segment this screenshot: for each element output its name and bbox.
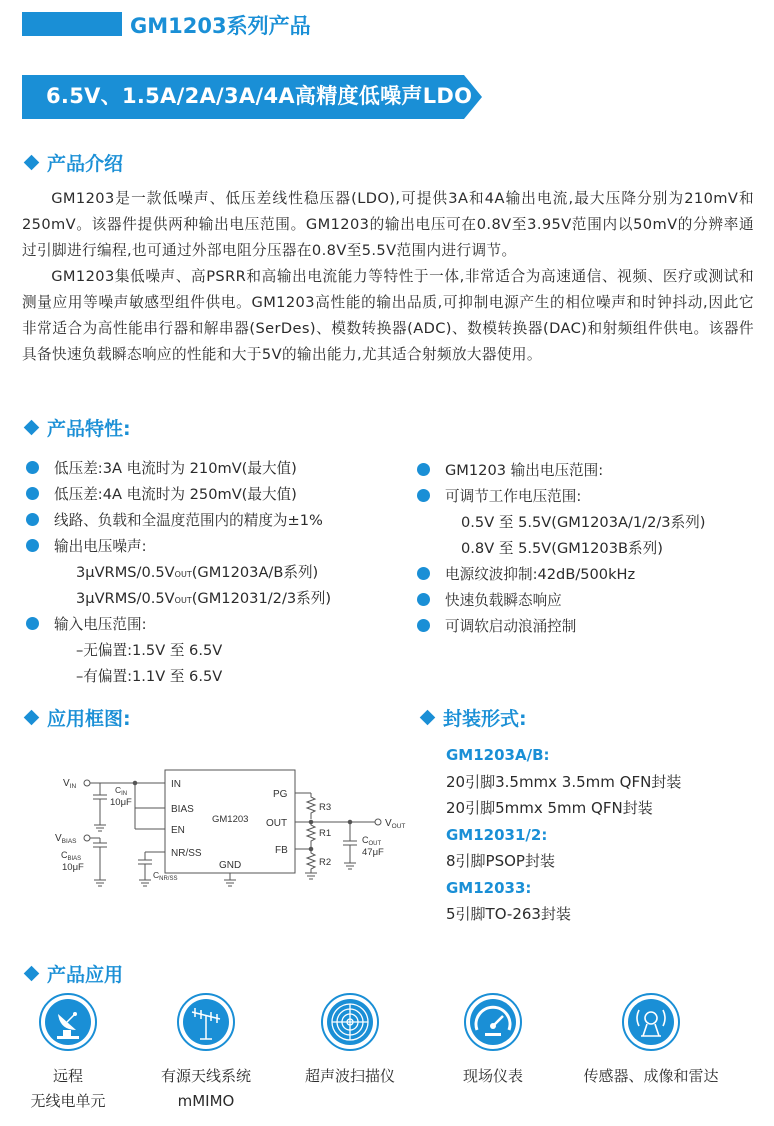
cin-label: $C_{IN}$	[115, 785, 128, 797]
cin-value: 10μF	[110, 797, 132, 808]
intro-paragraph-1: GM1203是一款低噪声、低压差线性稳压器(LDO),可提供3A和4A输出电流,最大压降分别为210mV和250mV。该器件提供两种输出电压范围。GM1203的输出电压可在0.8V至3.95V范围内以50mV的分辨率通过引脚进行编程,也可通过外部电阻分压器在0.8V至5.5V范围内进行调节。	[22, 190, 754, 259]
pin-out: OUT	[266, 818, 288, 829]
feature-subtext: –有偏置:1.1V 至 6.5V	[76, 667, 223, 685]
pin-nrss: NR/SS	[171, 848, 202, 859]
feature-item	[417, 586, 705, 612]
pin-pg: PG	[273, 789, 288, 800]
cbias-label: $C_{BIAS}$	[61, 850, 82, 862]
intro-paragraph-2: GM1203集低噪声、高PSRR和高输出电流能力等特性于一体,非常适合为高速通信、视频、医疗或测试和测量应用等噪声敏感型组件供电。GM1203高性能的输出品质,可抑制电源产生的相位噪声和时钟抖动,因此它非常适合为高性能串行器和解串器(SerDes)、模数转换器(ADC)、数模转换器(DAC)和射频组件供电。该器件具备快速负载瞬态响应的性能和大于5V的输出能力,尤其适合射频放大器使用。	[22, 268, 754, 363]
features-heading-text: 产品特性:	[47, 418, 131, 440]
package-item: 5引脚TO-263封装	[446, 905, 571, 923]
diamond-bullet-icon	[24, 420, 40, 436]
bullet-dot-icon	[417, 567, 430, 580]
diamond-bullet-icon	[24, 155, 40, 171]
package-item: 8引脚PSOP封装	[446, 852, 555, 870]
feature-subtext: 0.8V 至 5.5V(GM1203B系列)	[461, 539, 663, 557]
diamond-bullet-icon	[420, 710, 436, 726]
feature-text: 输入电压范围:	[54, 615, 147, 633]
r3-label: R3	[319, 802, 332, 813]
feature-item	[417, 560, 705, 586]
block-diagram-heading-text: 应用框图:	[47, 708, 131, 730]
gauge-icon	[463, 992, 523, 1052]
application-label: 现场仪表	[462, 1067, 523, 1085]
features-heading	[22, 414, 131, 441]
block-diagram-heading	[22, 704, 131, 731]
feature-text: 电源纹波抑制:42dB/500kHz	[445, 565, 636, 583]
noise-subscript: OUT	[174, 569, 192, 579]
bullet-dot-icon	[417, 593, 430, 606]
noise-subscript: OUT	[174, 595, 192, 605]
feature-text: 可调软启动浪涌控制	[445, 617, 577, 635]
diamond-bullet-icon	[24, 966, 40, 982]
application-circuit-diagram	[55, 755, 425, 900]
feature-item	[26, 480, 331, 506]
antenna-icon	[176, 992, 236, 1052]
feature-text: 线路、负载和全温度范围内的精度为±1%	[54, 511, 323, 529]
satellite-dish-icon	[38, 992, 98, 1052]
cbias-value: 10μF	[62, 862, 84, 873]
header-accent-bar	[22, 12, 122, 36]
feature-subtext: –无偏置:1.5V 至 6.5V	[76, 641, 223, 659]
application-label: 有源天线系统 mMIMO	[160, 1067, 251, 1110]
bullet-dot-icon	[26, 513, 39, 526]
bullet-dot-icon	[26, 487, 39, 500]
bullet-dot-icon	[26, 617, 39, 630]
application-item	[146, 992, 266, 1114]
feature-item	[26, 610, 331, 636]
package-item: 20引脚3.5mmx 3.5mm QFN封装	[446, 772, 682, 791]
bullet-dot-icon	[26, 461, 39, 474]
feature-text: 低压差:4A 电流时为 250mV(最大值)	[54, 485, 297, 503]
application-label: 传感器、成像和雷达	[583, 1067, 719, 1085]
feature-item	[26, 506, 331, 532]
noise-series: (GM1203A/B系列)	[191, 563, 319, 581]
feature-text: 快速负载瞬态响应	[445, 591, 562, 609]
bullet-dot-icon	[26, 539, 39, 552]
intro-heading-text: 产品介绍	[47, 153, 124, 175]
feature-subitem	[26, 636, 331, 662]
cnrss-label: $C_{NR/SS}$	[153, 870, 178, 882]
features-left-column	[26, 454, 331, 688]
features-right-column	[417, 456, 705, 638]
vout-label: $V_{OUT}$	[385, 818, 406, 830]
page-title: GM1203系列产品	[130, 14, 311, 38]
feature-item	[26, 532, 331, 558]
feature-subitem	[26, 584, 331, 610]
application-item	[290, 992, 410, 1089]
applications-heading	[22, 960, 123, 987]
chip-label: GM1203	[212, 814, 249, 825]
radar-icon	[621, 992, 681, 1052]
ultrasound-icon	[320, 992, 380, 1052]
noise-value: 3μVRMS/0.5V	[76, 563, 175, 581]
packages-heading	[418, 704, 527, 731]
feature-item	[26, 454, 331, 480]
r2-label: R2	[319, 857, 332, 868]
vbias-label: $V_{BIAS}$	[55, 833, 77, 845]
intro-heading	[22, 149, 123, 176]
application-item	[576, 992, 726, 1089]
packages-list	[446, 742, 681, 928]
feature-text: 低压差:3A 电流时为 210mV(最大值)	[54, 459, 297, 477]
banner-title: 6.5V、1.5A/2A/3A/4A高精度低噪声LDO	[46, 84, 473, 108]
vin-label: $V_{IN}$	[63, 778, 77, 790]
noise-value: 3μVRMS/0.5V	[76, 589, 175, 607]
r1-label: R1	[319, 828, 332, 839]
pin-gnd: GND	[219, 860, 242, 871]
feature-item	[417, 482, 705, 508]
feature-text: 可调节工作电压范围:	[445, 487, 582, 505]
header-bar-gap	[122, 12, 126, 36]
pin-in: IN	[171, 779, 181, 790]
pin-bias: BIAS	[171, 804, 194, 815]
package-series: GM12033:	[446, 878, 532, 897]
noise-series: (GM12031/2/3系列)	[191, 589, 332, 607]
feature-text: 输出电压噪声:	[54, 537, 147, 555]
bullet-dot-icon	[417, 489, 430, 502]
pin-en: EN	[171, 825, 185, 836]
cout-value: 47μF	[362, 847, 384, 858]
applications-heading-text: 产品应用	[47, 964, 124, 986]
packages-heading-text: 封装形式:	[443, 708, 527, 730]
pin-fb: FB	[275, 845, 288, 856]
cout-label: $C_{OUT}$	[362, 835, 382, 847]
feature-item	[417, 456, 705, 482]
package-series: GM12031/2:	[446, 825, 548, 844]
application-label: 超声波扫描仪	[304, 1067, 395, 1085]
feature-subitem	[26, 662, 331, 688]
feature-subitem	[417, 534, 705, 560]
bullet-dot-icon	[417, 463, 430, 476]
application-label: 远程 无线电单元	[30, 1067, 106, 1110]
feature-item	[417, 612, 705, 638]
application-item	[433, 992, 553, 1089]
feature-text: GM1203 输出电压范围:	[445, 461, 604, 479]
feature-subtext: 0.5V 至 5.5V(GM1203A/1/2/3系列)	[461, 513, 706, 531]
diamond-bullet-icon	[24, 710, 40, 726]
application-item	[8, 992, 128, 1114]
package-series: GM1203A/B:	[446, 746, 550, 764]
feature-subitem	[417, 508, 705, 534]
package-item: 20引脚5mmx 5mm QFN封装	[446, 799, 653, 817]
feature-subitem	[26, 558, 331, 584]
bullet-dot-icon	[417, 619, 430, 632]
